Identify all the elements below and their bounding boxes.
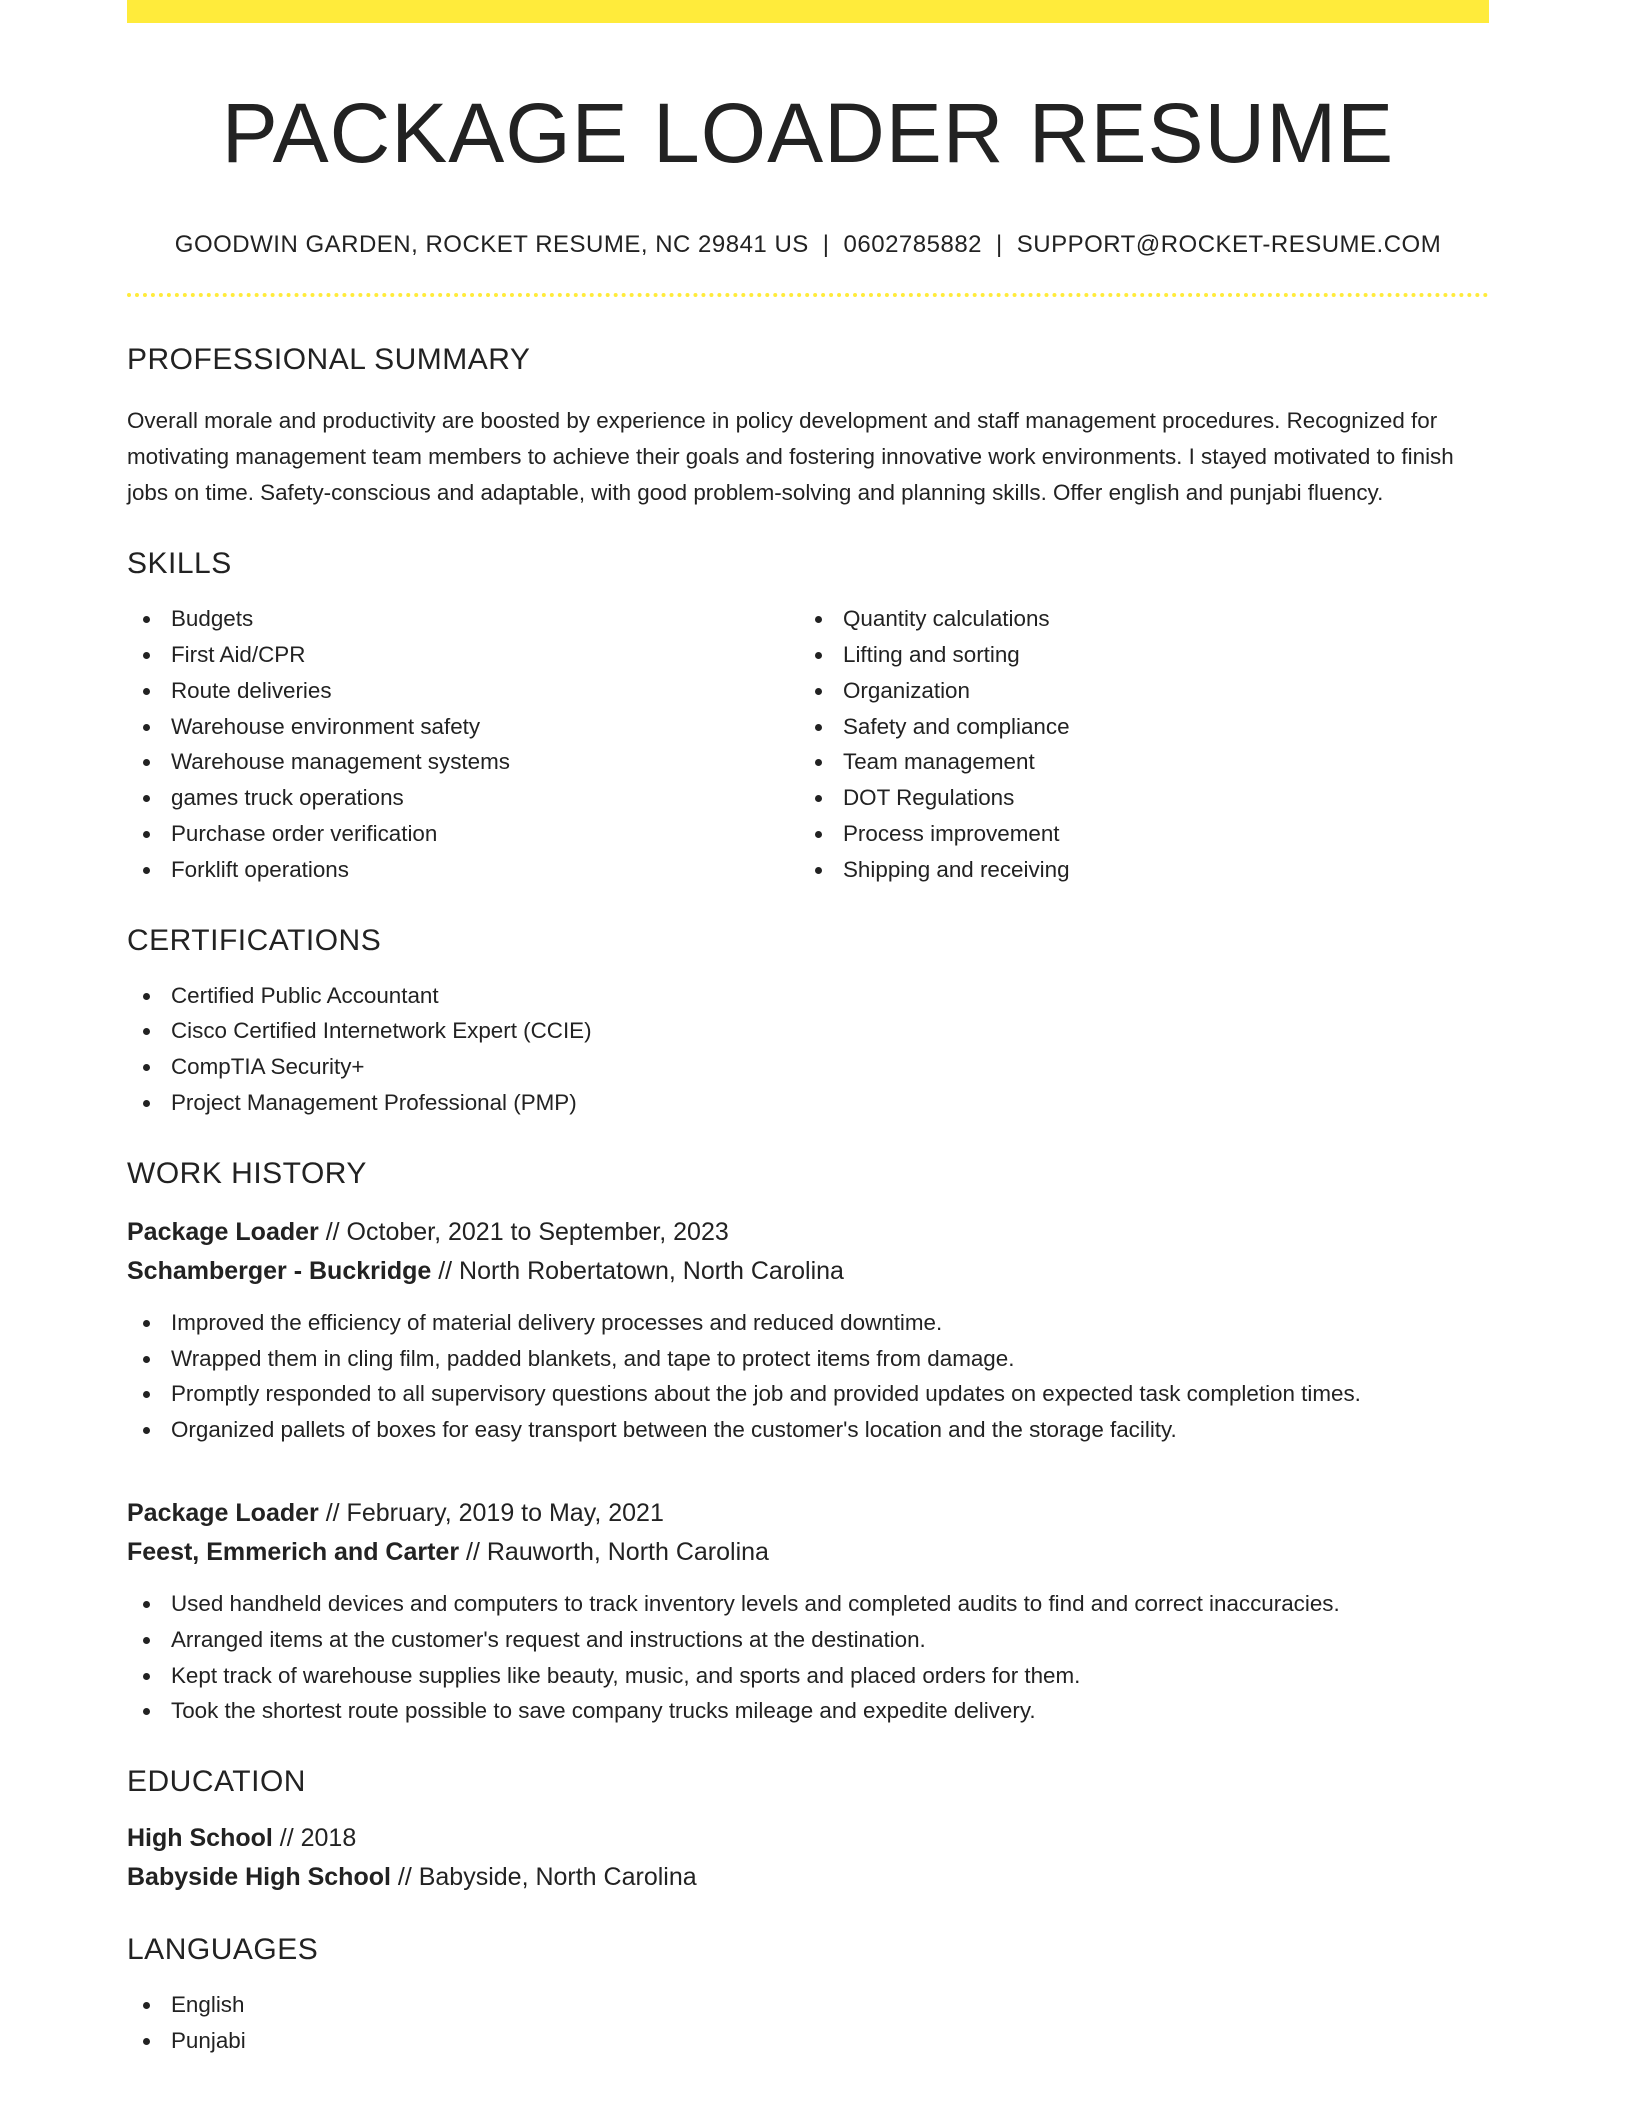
job-duties-list xyxy=(127,1586,1489,1729)
bullet-icon xyxy=(143,2038,150,2045)
contact-address: GOODWIN GARDEN, ROCKET RESUME, NC 29841 US xyxy=(174,231,809,259)
skill-item: Warehouse environment safety xyxy=(127,709,799,745)
skill-item: Lifting and sorting xyxy=(799,637,1471,673)
accent-top-bar xyxy=(127,0,1489,23)
job-duty: Promptly responded to all supervisory questions about the job and provided updates on expected task completion times. xyxy=(127,1376,1489,1412)
skill-item: Quantity calculations xyxy=(799,601,1471,637)
skill-item: Shipping and receiving xyxy=(799,852,1471,888)
summary-paragraph: Overall morale and productivity are boosted by experience in policy development and staff management procedures. Recognized for motivating management team members to achieve their goals and fostering innovative work environments. I stayed motivated to finish jobs on time. Safety-conscious and adaptable, with good problem-solving and planning skills. Offer english and punjabi fluency. xyxy=(127,408,1454,506)
bullet-icon xyxy=(143,1391,150,1398)
job-duty: Kept track of warehouse supplies like beauty, music, and sports and placed orders for them. xyxy=(127,1658,1489,1694)
bullet-icon xyxy=(143,688,150,695)
bullet-icon xyxy=(143,1028,150,1035)
education-heading: EDUCATION xyxy=(127,1765,306,1799)
job-role-line xyxy=(127,1494,1489,1533)
job-company: Schamberger - Buckridge xyxy=(127,1256,432,1285)
bullet-icon xyxy=(143,1064,150,1071)
job-company-line xyxy=(127,1252,1489,1291)
bullet-icon xyxy=(815,652,822,659)
education-degree: High School xyxy=(127,1824,273,1853)
job-entry xyxy=(127,1494,1489,1729)
certification-item: Project Management Professional (PMP) xyxy=(127,1085,1489,1121)
skill-item: Budgets xyxy=(127,601,799,637)
job-company-line xyxy=(127,1533,1489,1572)
skill-item: Route deliveries xyxy=(127,673,799,709)
skill-item: Safety and compliance xyxy=(799,709,1471,745)
bullet-icon xyxy=(143,1673,150,1680)
skill-item: Team management xyxy=(799,744,1471,780)
bullet-icon xyxy=(143,1708,150,1715)
bullet-icon xyxy=(143,759,150,766)
job-role: Package Loader xyxy=(127,1498,319,1527)
bullet-icon xyxy=(143,1601,150,1608)
bullet-icon xyxy=(143,1637,150,1644)
bullet-icon xyxy=(143,1427,150,1434)
certification-item: Cisco Certified Internetwork Expert (CCIE) xyxy=(127,1013,1489,1049)
job-duty: Used handheld devices and computers to track inventory levels and completed audits to find and correct inaccuracies. xyxy=(127,1586,1489,1622)
resume-page xyxy=(127,0,1489,2059)
job-duty: Wrapped them in cling film, padded blankets, and tape to protect items from damage. xyxy=(127,1341,1489,1377)
education-school-line xyxy=(127,1858,1489,1897)
skill-item: Warehouse management systems xyxy=(127,744,799,780)
skill-item: Organization xyxy=(799,673,1471,709)
bullet-icon xyxy=(815,831,822,838)
bullet-icon xyxy=(815,759,822,766)
bullet-icon xyxy=(815,795,822,802)
languages-heading: LANGUAGES xyxy=(127,1933,319,1967)
contact-email: SUPPORT@ROCKET-RESUME.COM xyxy=(1016,231,1442,259)
bullet-icon xyxy=(143,993,150,1000)
skills-left-list xyxy=(127,601,799,887)
job-dates: // October, 2021 to September, 2023 xyxy=(318,1217,729,1246)
language-item: Punjabi xyxy=(127,2023,1489,2059)
job-entry xyxy=(127,1213,1489,1448)
job-duty: Organized pallets of boxes for easy transport between the customer's location and the storage facility. xyxy=(127,1412,1489,1448)
education-degree-line xyxy=(127,1819,1489,1858)
certification-item: Certified Public Accountant xyxy=(127,978,1489,1014)
job-duties-list xyxy=(127,1305,1489,1448)
certifications-heading: CERTIFICATIONS xyxy=(127,923,382,957)
education-entry xyxy=(127,1819,1489,1897)
bullet-icon xyxy=(143,616,150,623)
skill-item: Process improvement xyxy=(799,816,1471,852)
bullet-icon xyxy=(143,1100,150,1107)
contact-line xyxy=(127,233,1489,257)
certifications-list xyxy=(127,978,1489,1121)
skill-item: First Aid/CPR xyxy=(127,637,799,673)
job-duty: Improved the efficiency of material delivery processes and reduced downtime. xyxy=(127,1305,1489,1341)
bullet-icon xyxy=(143,652,150,659)
job-company: Feest, Emmerich and Carter xyxy=(127,1537,460,1566)
resume-title: PACKAGE LOADER RESUME xyxy=(221,86,1395,180)
skill-item: DOT Regulations xyxy=(799,780,1471,816)
skill-item: Purchase order verification xyxy=(127,816,799,852)
bullet-icon xyxy=(143,1320,150,1327)
job-location: // Rauworth, North Carolina xyxy=(459,1537,769,1566)
bullet-icon xyxy=(143,831,150,838)
contact-separator: | xyxy=(822,231,830,259)
certification-item: CompTIA Security+ xyxy=(127,1049,1489,1085)
job-role-line xyxy=(127,1213,1489,1252)
job-dates: // February, 2019 to May, 2021 xyxy=(318,1498,664,1527)
skill-item: games truck operations xyxy=(127,780,799,816)
bullet-icon xyxy=(143,867,150,874)
education-location: // Babyside, North Carolina xyxy=(390,1863,697,1892)
bullet-icon xyxy=(143,2002,150,2009)
bullet-icon xyxy=(815,867,822,874)
bullet-icon xyxy=(143,795,150,802)
bullet-icon xyxy=(143,724,150,731)
languages-list xyxy=(127,1987,1489,2059)
bullet-icon xyxy=(815,724,822,731)
job-role: Package Loader xyxy=(127,1217,319,1246)
skills-right-list xyxy=(799,601,1471,887)
dotted-divider xyxy=(127,293,1489,297)
job-location: // North Robertatown, North Carolina xyxy=(431,1256,844,1285)
contact-separator: | xyxy=(996,231,1003,259)
education-year: // 2018 xyxy=(272,1824,357,1853)
bullet-icon xyxy=(815,688,822,695)
summary-heading: PROFESSIONAL SUMMARY xyxy=(127,343,531,377)
skill-item: Forklift operations xyxy=(127,852,799,888)
contact-phone: 0602785882 xyxy=(843,231,983,259)
work-history-heading: WORK HISTORY xyxy=(127,1156,367,1190)
skills-columns xyxy=(127,601,1489,887)
skills-heading: SKILLS xyxy=(127,547,232,581)
job-duty: Took the shortest route possible to save company trucks mileage and expedite delivery. xyxy=(127,1693,1489,1729)
language-item: English xyxy=(127,1987,1489,2023)
bullet-icon xyxy=(143,1356,150,1363)
education-school: Babyside High School xyxy=(127,1863,391,1892)
job-duty: Arranged items at the customer's request and instructions at the destination. xyxy=(127,1622,1489,1658)
bullet-icon xyxy=(815,616,822,623)
